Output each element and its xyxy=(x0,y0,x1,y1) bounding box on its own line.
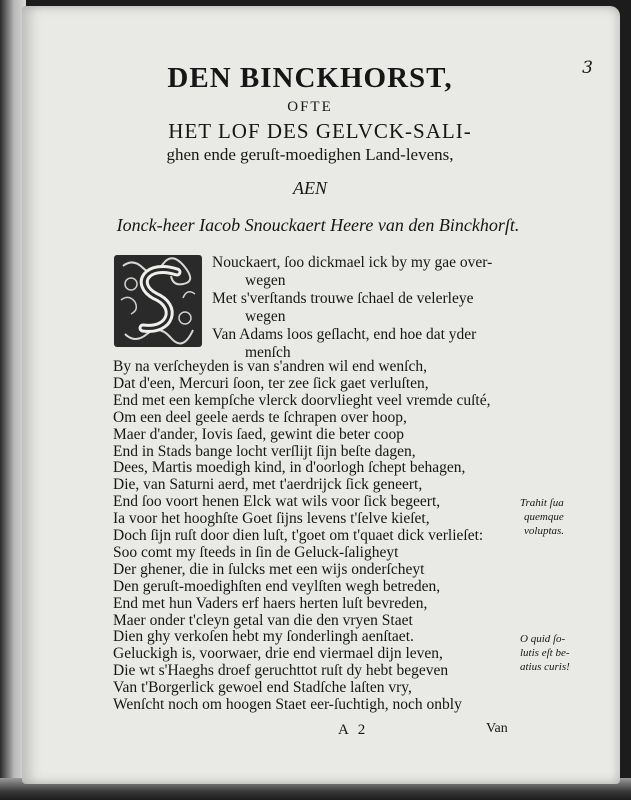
poem-line: Dien ghy verkoſen hebt my ſonderlingh aenſtaet. xyxy=(113,628,414,646)
poem-line: Om een deel geele aerds te ſchrapen over hoop, xyxy=(113,408,407,426)
margin-note-line: Trahit ſua xyxy=(520,497,564,509)
poem-line: Maer d'ander, Iovis ſaed, gewint die beter coop xyxy=(113,425,404,443)
margin-note-line: quemque xyxy=(524,511,564,523)
catchword: Van xyxy=(486,721,508,736)
poem-line: Doch ſijn ruſt door dien luſt, t'goet om t'quaet dick verlieſet: xyxy=(113,527,484,544)
poem-line: By na verſcheyden is van s'andren wil end wenſch, xyxy=(113,358,427,375)
poem-line: Der ghener, die in ſulcks met een wijs onderſcheyt xyxy=(113,560,425,578)
poem-line: wegen xyxy=(245,308,286,325)
poem-line: Die, van Saturni aerd, met t'aerdrijck ſick geneert, xyxy=(113,476,423,494)
poem-line: Nouckaert, ſoo dickmael ick by my gae over- xyxy=(212,254,493,271)
poem-line: Soo comt my ſteeds in ſin de Geluck-ſaligheyt xyxy=(113,543,399,561)
poem-line: Die wt s'Haeghs droef geruchttot ruſt dy hebt begeven xyxy=(113,662,449,680)
poem-line: End ſoo voort henen Elck wat wils voor ſick begeert, xyxy=(113,493,441,511)
title-ofte: OFTE xyxy=(287,99,333,115)
poem-line: Wenſcht noch om hoogen Staet eer-ſuchtigh, noch onbly xyxy=(113,696,462,713)
poem-line: menſch xyxy=(245,344,291,361)
title-subtitle: HET LOF DES GELVCK-SALI- xyxy=(168,119,472,143)
poem-line: End in Stads bange locht verſlijt ſijn beſte dagen, xyxy=(113,442,416,460)
dedication-aen: AEN xyxy=(293,178,327,198)
poem-line: Dat d'een, Mercuri ſoon, ter zee ſick gaet verluſten, xyxy=(113,374,429,392)
poem-line: wegen xyxy=(245,272,286,289)
margin-note-line: atius curis! xyxy=(520,661,570,673)
poem-line: Den geruſt-moedighſten end veylſten wegh betreden, xyxy=(113,577,441,595)
poem-line: Geluckigh is, voorwaer, drie end viermael dijn leven, xyxy=(113,645,443,663)
poem-line: Van t'Borgerlick gewoel end Stadſche laſten vry, xyxy=(113,679,412,697)
ornamental-initial-s-icon xyxy=(113,254,203,348)
poem-line: Ia voor het hooghſte Goet ſijns levens t'ſelve kieſet, xyxy=(113,510,430,528)
poem-line: Maer onder t'cleyn getal van die den vryen Staet xyxy=(113,611,413,629)
title-main: DEN BINCKHORST, xyxy=(167,62,453,94)
margin-note-line: lutis eſt be- xyxy=(520,647,570,659)
margin-note-line: voluptas. xyxy=(524,525,565,537)
dedicatee-line: Ionck-heer Iacob Snouckaert Heere van den Binckhorſt. xyxy=(116,215,520,235)
poem-line: Met s'verſtands trouwe ſchael de velerleye xyxy=(212,290,474,307)
poem-line: Dees, Martis moedigh kind, in d'oorlogh ſchept behagen, xyxy=(113,459,466,477)
poem-line: End met een kempſche vlerck doorvlieght veel vremde cuſté, xyxy=(113,391,491,409)
poem-line: End met hun Vaders erf haers herten luſt bevreden, xyxy=(113,594,428,612)
margin-note-line: O quid ſo- xyxy=(520,633,566,645)
poem-line: Van Adams loos geſlacht, end hoe dat yder xyxy=(212,326,477,343)
title-subtitle-cont: ghen ende geruſt-moedighen Land-levens, xyxy=(166,145,454,164)
signature-mark: A 2 xyxy=(338,722,369,738)
page-number: 3 xyxy=(582,58,593,78)
